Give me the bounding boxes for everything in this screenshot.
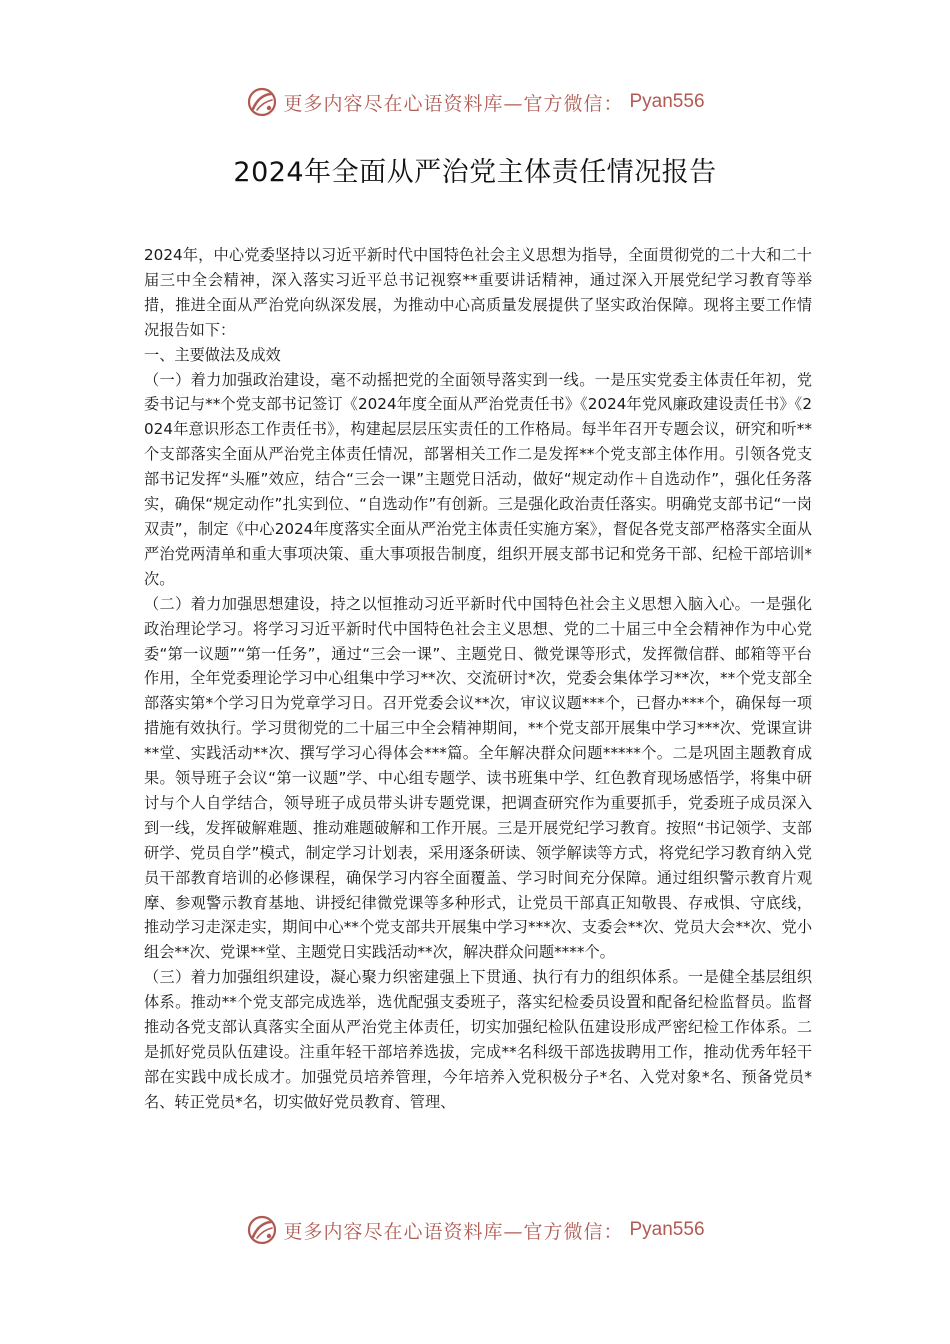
document-title: 2024年全面从严治党主体责任情况报告 bbox=[233, 157, 717, 188]
paragraph-political-building: （一）着力加强政治建设，毫不动摇把党的全面领导落实到一线。一是压实党委主体责任年初，党委书记与**个党支部书记签订《2024年度全面从严治党责任书》《2024年党风廉政建设责任书》《2024年意识形态工作责任书》，构建起层层压实责任的工作格局。每半年召开专题会议，研究和听**个支部落实全面从严治党主体责任情况，部署相关工作二是发挥**个党支部主体作用。引领各党支部书记发挥“头雁”效应，结合“三会一课”主题党日活动，做好“规定动作＋自选动作”，强化任务落实，确保“规定动作”扎实到位、“自选动作”有创新。三是强化政治责任落实。明确党支部书记“一岗双责”，制定《中心2024年度落实全面从严治党主体责任实施方案》，督促各党支部严格落实全面从严治党两清单和重大事项决策、重大事项报告制度，组织开展支部书记和党务干部、纪检干部培训*次。 bbox=[144, 370, 812, 588]
paragraph-ideological-building: （二）着力加强思想建设，持之以恒推动习近平新时代中国特色社会主义思想入脑入心。一是强化政治理论学习。将学习习近平新时代中国特色社会主义思想、党的二十届三中全会精神作为中心党委“第一议题”“第一任务”，通过“三会一课”、主题党日、微党课等形式，发挥微信群、邮箱等平台作用，全年党委理论学习中心组集中学习**次、交流研讨*次，党委会集体学习**次，**个党支部全部落实第*个学习日为党章学习日。召开党委会议**次，审议议题***个，已督办***个，确保每一项措施有效执行。学习贯彻党的二十届三中全会精神期间，**个党支部开展集中学习***次、党课宣讲**堂、实践活动**次、撰写学习心得体会***篇。全年解决群众问题*****个。二是巩固主题教育成果。领导班子会议“第一议题”学、中心组专题学、读书班集中学、红色教育现场感悟学，将集中研讨与个人自学结合，领导班子成员带头讲专题党课，把调查研究作为重要抓手，党委班子成员深入到一线，发挥破解难题、推动难题破解和工作开展。三是开展党纪学习教育。按照“书记领学、支部研学、党员自学”模式，制定学习计划表，采用逐条研读、领学解读等方式，将党纪学习教育纳入党员干部教育培训的必修课程，确保学习内容全面覆盖、学习时间充分保障。通过组织警示教育片观摩、参观警示教育基地、讲授纪律微党课等多种形式，让党员干部真正知敬畏、存戒惧、守底线，推动学习走深走实，期间中心**个党支部共开展集中学习***次、支委会**次、党员大会**次、党小组会**次、党课**堂、主题党日实践活动**次，解决群众问题****个。 bbox=[144, 594, 812, 962]
banner-wechat-id: Pyan556 bbox=[629, 91, 705, 112]
banner-text: 更多内容尽在心语资料库—官方微信： bbox=[283, 92, 624, 115]
brand-logo-icon bbox=[245, 85, 279, 119]
section-heading: 一、主要做法及成效 bbox=[144, 345, 281, 364]
header-watermark-banner bbox=[0, 82, 950, 122]
document-body bbox=[144, 243, 812, 1115]
paragraph-organizational-building: （三）着力加强组织建设，凝心聚力织密建强上下贯通、执行有力的组织体系。一是健全基层组织体系。推动**个党支部完成选举，选优配强支委班子，落实纪检委员设置和配备纪检监督员。监督推动各党支部认真落实全面从严治党主体责任，切实加强纪检队伍建设形成严密纪检工作体系。二是抓好党员队伍建设。注重年轻干部培养选拔，完成**名科级干部选拔聘用工作，推动优秀年轻干部在实践中成长成才。加强党员培养管理，今年培养入党积极分子*名、入党对象*名、预备党员*名、转正党员*名，切实做好党员教育、管理、 bbox=[144, 968, 812, 1111]
footer-watermark-banner bbox=[0, 1210, 950, 1250]
banner-wechat-id: Pyan556 bbox=[629, 1219, 705, 1240]
brand-logo-icon bbox=[245, 1213, 279, 1247]
banner-text: 更多内容尽在心语资料库—官方微信： bbox=[283, 1220, 624, 1243]
intro-paragraph: 2024年，中心党委坚持以习近平新时代中国特色社会主义思想为指导，全面贯彻党的二十大和二十届三中全会精神，深入落实习近平总书记视察**重要讲话精神，通过深入开展党纪学习教育等举措，推进全面从严治党向纵深发展，为推动中心高质量发展提供了坚实政治保障。现将主要工作情况报告如下： bbox=[144, 246, 812, 339]
